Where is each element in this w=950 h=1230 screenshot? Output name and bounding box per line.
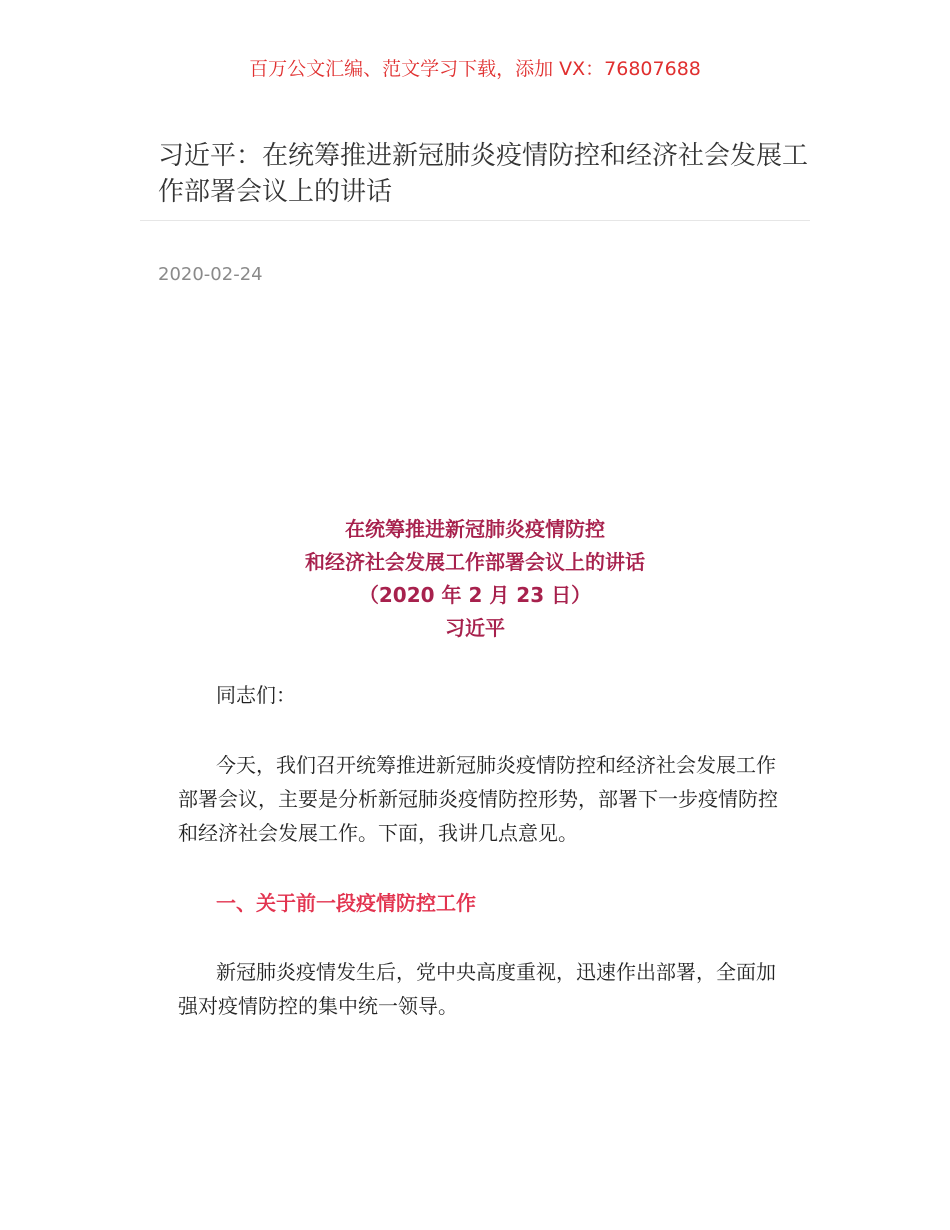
paragraph-1: 今天，我们召开统筹推进新冠肺炎疫情防控和经济社会发展工作部署会议，主要是分析新冠肺炎疫情防控形势，部署下一步疫情防控和经济社会发展工作。下面，我讲几点意见。 (178, 753, 778, 845)
article-title: 习近平：在统筹推进新冠肺炎疫情防控和经济社会发展工作部署会议上的讲话 (158, 141, 809, 207)
speech-date: （2020 年 2 月 23 日） (358, 583, 592, 607)
section-heading-1: 一、关于前一段疫情防控工作 (216, 891, 476, 915)
promo-banner: 百万公文汇编、范文学习下载，添加 VX：76807688 (249, 58, 701, 80)
paragraph-2: 新冠肺炎疫情发生后，党中央高度重视，迅速作出部署，全面加强对疫情防控的集中统一领导。 (178, 960, 776, 1018)
title-divider (140, 220, 810, 221)
speech-heading-line-1: 在统筹推进新冠肺炎疫情防控 (345, 517, 605, 541)
speech-heading-line-2: 和经济社会发展工作部署会议上的讲话 (305, 550, 645, 574)
article-date: 2020-02-24 (158, 264, 263, 285)
speech-heading-block (0, 513, 950, 645)
speaker-name: 习近平 (445, 616, 505, 640)
greeting: 同志们： (216, 683, 296, 707)
